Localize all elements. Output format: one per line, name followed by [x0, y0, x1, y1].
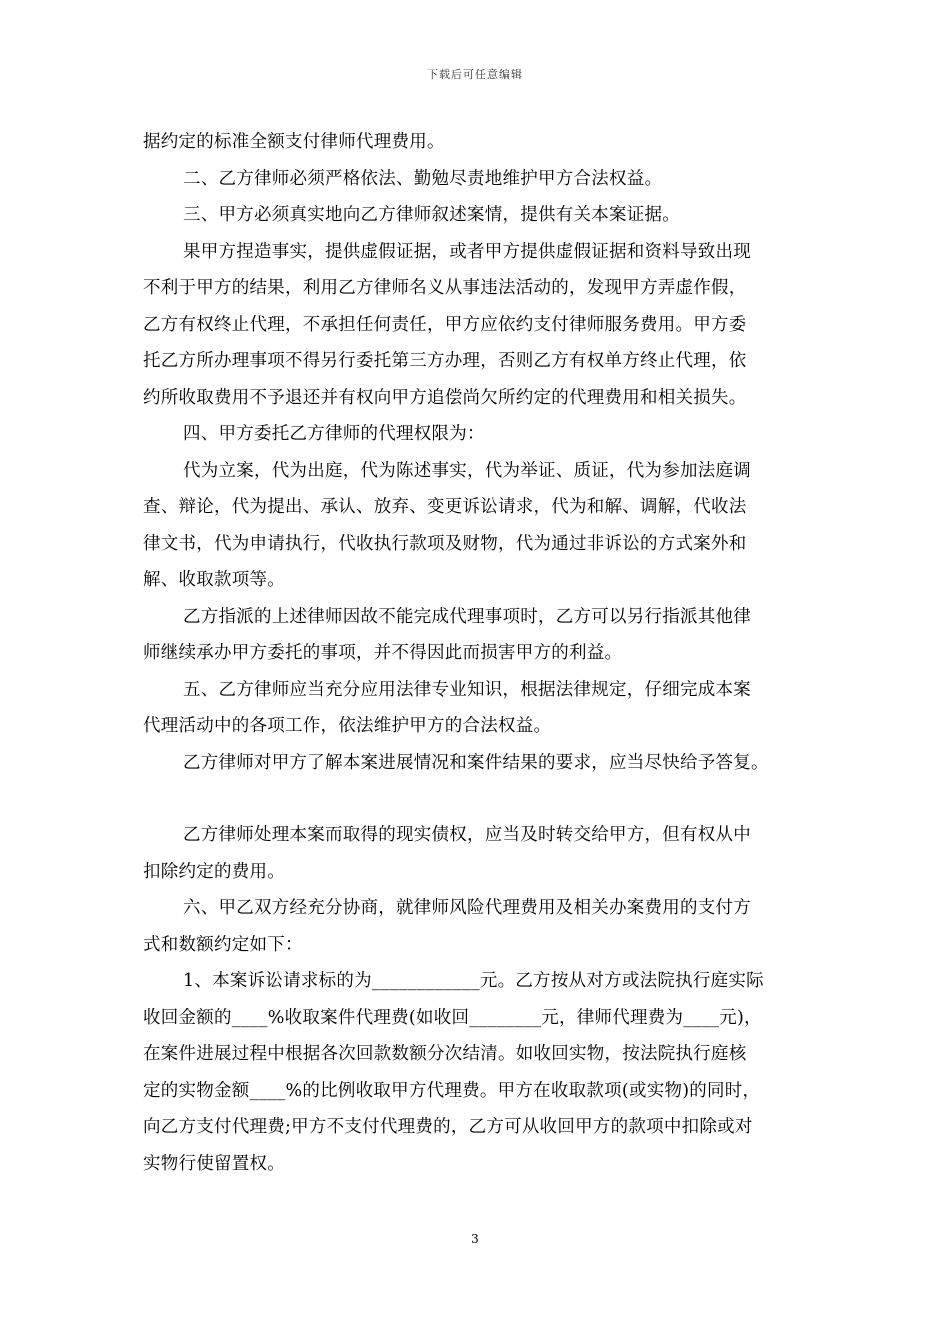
text-line: 向乙方支付代理费;甲方不支付代理费的，乙方可从收回甲方的款项中扣除或对: [143, 1117, 753, 1137]
text-line: 乙方律师对甲方了解本案进展情况和案件结果的要求，应当尽快给予答复。: [183, 752, 769, 773]
text-line: 收回金额的____%收取案件代理费(如收回________元，律师代理费为____元)，: [143, 1007, 762, 1028]
text-line: 果甲方捏造事实，提供虚假证据，或者甲方提供虚假证据和资料导致出现: [183, 241, 751, 262]
text-line: 三、甲方必须真实地向乙方律师叙述案情，提供有关本案证据。: [183, 205, 680, 225]
text-line: 代为立案，代为出庭，代为陈述事实，代为举证、质证，代为参加法庭调: [183, 460, 751, 481]
text-line: 不利于甲方的结果，利用乙方律师名义从事违法活动的，发现甲方弄虚作假，: [143, 278, 747, 298]
text-line: 二、乙方律师必须严格依法、勤勉尽责地维护甲方合法权益。: [183, 168, 663, 189]
text-line: 师继续承办甲方委托的事项，并不得因此而损害甲方的利益。: [143, 643, 623, 663]
text-line: 代理活动中的各项工作，依法维护甲方的合法权益。: [143, 716, 552, 736]
text-line: 律文书，代为申请执行，代收执行款项及财物，代为通过非诉讼的方式案外和: [143, 533, 747, 554]
text-line: 扣除约定的费用。: [143, 861, 285, 882]
page-number: 3: [471, 1232, 479, 1246]
text-line: 四、甲方委托乙方律师的代理权限为：: [183, 424, 485, 444]
text-line: 五、乙方律师应当充分应用法律专业知识，根据法律规定，仔细完成本案: [183, 679, 751, 700]
paragraph-gap: [143, 781, 811, 817]
text-line: 1、本案诉讼请求标的为____________元。乙方按从对方或法院执行庭实际: [183, 971, 764, 991]
text-line: 乙方律师处理本案而取得的现实债权，应当及时转交给甲方，但有权从中: [183, 825, 751, 845]
text-line: 据约定的标准全额支付律师代理费用。: [143, 132, 445, 152]
text-line: 在案件进展过程中根据各次回款数额分次结清。如收回实物，按法院执行庭核: [143, 1044, 747, 1064]
text-line: 乙方有权终止代理，不承担任何责任，甲方应依约支付律师服务费用。甲方委: [143, 314, 747, 335]
text-line: 约所收取费用不予退还并有权向甲方追偿尚欠所约定的代理费用和相关损失。: [143, 387, 747, 408]
text-line: 解、收取款项等。: [143, 570, 285, 590]
text-line: 乙方指派的上述律师因故不能完成代理事项时，乙方可以另行指派其他律: [183, 606, 751, 627]
text-line: 查、辩论，代为提出、承认、放弃、变更诉讼请求，代为和解、调解，代收法: [143, 497, 747, 517]
text-line: 托乙方所办理事项不得另行委托第三方办理，否则乙方有权单方终止代理，依: [143, 351, 747, 371]
text-line: 定的实物金额____%的比例收取甲方代理费。甲方在收取款项(或实物)的同时，: [143, 1080, 761, 1101]
text-line: 式和数额约定如下：: [143, 934, 303, 955]
page-header: 下载后可任意编辑: [427, 68, 523, 81]
document-body: [143, 124, 811, 1182]
text-line: 六、甲乙双方经充分协商，就律师风险代理费用及相关办案费用的支付方: [183, 898, 751, 918]
text-line: 实物行使留置权。: [143, 1153, 285, 1174]
